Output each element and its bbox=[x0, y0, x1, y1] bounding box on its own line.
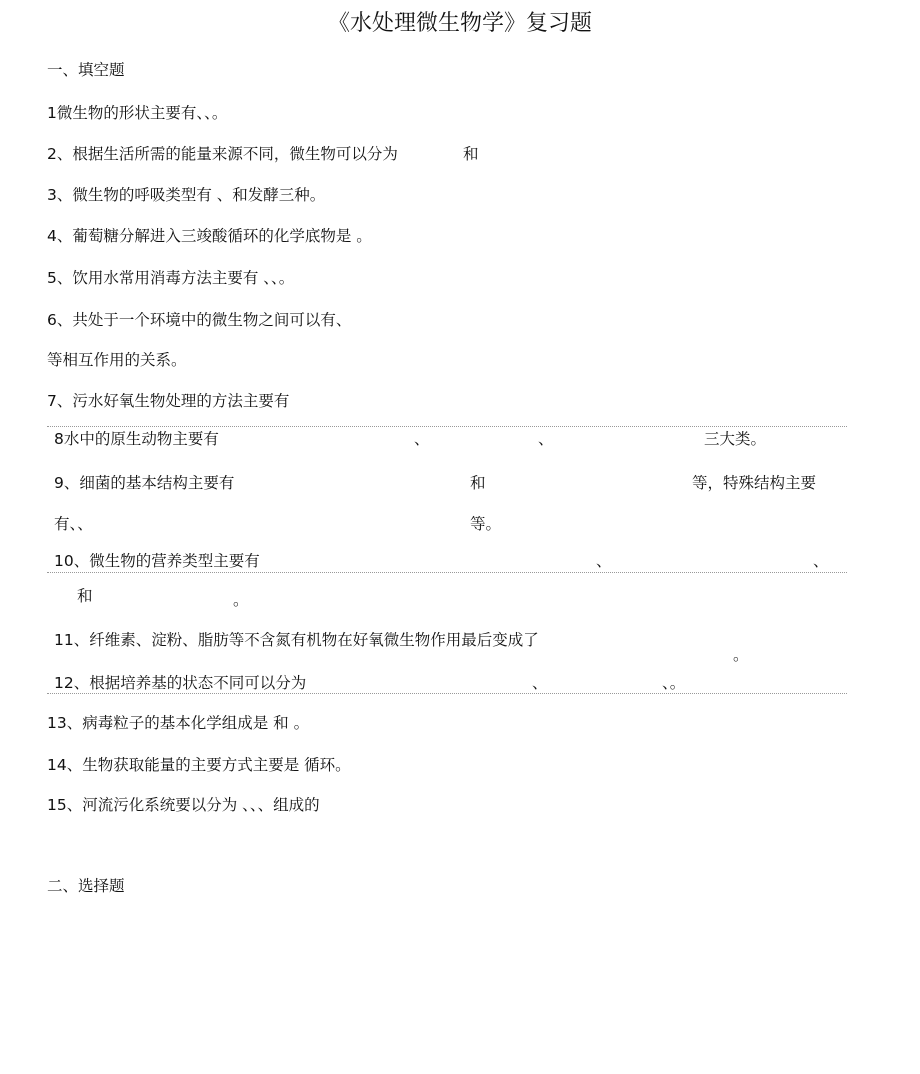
question-10-part: 。 bbox=[233, 591, 249, 609]
question-9: 9、细菌的基本结构主要有 bbox=[54, 474, 235, 492]
question-6-cont: 等相互作用的关系。 bbox=[47, 351, 187, 369]
question-10: 10、微生物的营养类型主要有 bbox=[54, 552, 260, 570]
document-title: 《水处理微生物学》复习题 bbox=[327, 11, 592, 36]
divider bbox=[47, 693, 847, 694]
question-10-part: 、 bbox=[596, 552, 612, 570]
question-9-part: 和 bbox=[470, 474, 486, 492]
question-8-part: 、 bbox=[414, 430, 430, 448]
question-9-part: 等，特殊结构主要 bbox=[692, 474, 817, 492]
question-5: 5、饮用水常用消毒方法主要有 、、。 bbox=[47, 269, 295, 287]
divider bbox=[47, 426, 847, 427]
question-8-part: 、 bbox=[538, 430, 554, 448]
question-9-part: 等。 bbox=[470, 515, 502, 533]
section-heading-fill-blank: 一、填空题 bbox=[47, 61, 125, 79]
question-13: 13、病毒粒子的基本化学组成是 和 。 bbox=[47, 714, 310, 732]
question-2-part: 和 bbox=[463, 145, 479, 163]
question-11-part: 。 bbox=[733, 646, 749, 664]
question-12-part: 、。 bbox=[662, 674, 686, 692]
question-12: 12、根据培养基的状态不同可以分为 bbox=[54, 674, 307, 692]
question-9-cont: 有、、 bbox=[54, 515, 93, 533]
question-10-cont: 和 bbox=[77, 587, 93, 605]
question-10-part: 、 bbox=[813, 552, 829, 570]
question-11: 11、纤维素、淀粉、脂肪等不含氮有机物在好氧微生物作用最后变成了 bbox=[54, 631, 539, 649]
question-14: 14、生物获取能量的主要方式主要是 循环。 bbox=[47, 756, 351, 774]
question-7: 7、污水好氧生物处理的方法主要有 bbox=[47, 392, 290, 410]
section-heading-multiple-choice: 二、选择题 bbox=[47, 877, 125, 895]
question-8-part: 三大类。 bbox=[704, 430, 767, 448]
question-2: 2、根据生活所需的能量来源不同，微生物可以分为 bbox=[47, 145, 398, 163]
divider bbox=[47, 572, 847, 573]
question-6: 6、共处于一个环境中的微生物之间可以有、 bbox=[47, 311, 352, 329]
question-1: 1微生物的形状主要有、、。 bbox=[47, 104, 228, 122]
question-4: 4、葡萄糖分解进入三竣酸循环的化学底物是 。 bbox=[47, 227, 372, 245]
question-15: 15、河流污化系统要以分为 、、、组成的 bbox=[47, 796, 320, 814]
question-3: 3、微生物的呼吸类型有 、和发酵三种。 bbox=[47, 186, 326, 204]
question-12-part: 、 bbox=[532, 674, 548, 692]
question-8: 8水中的原生动物主要有 bbox=[54, 430, 219, 448]
